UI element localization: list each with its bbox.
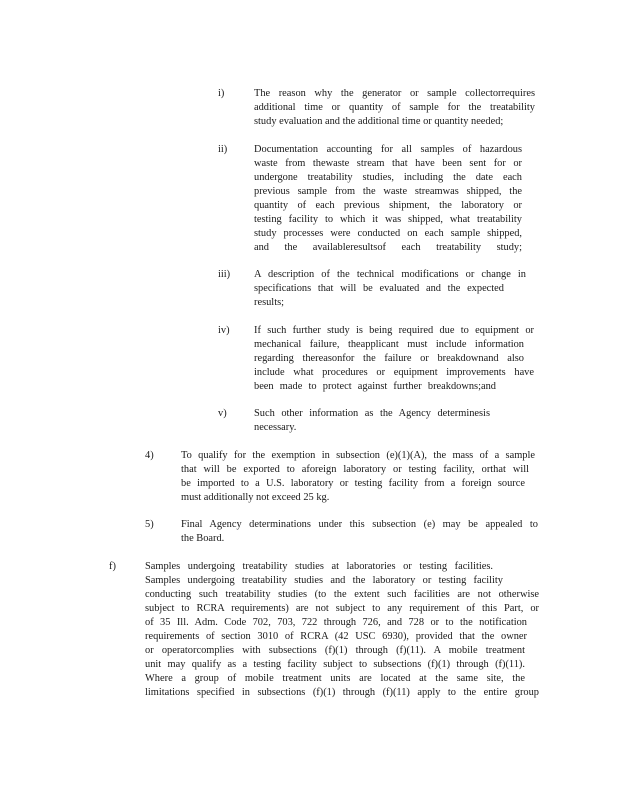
text-line: or operatorcomplies with subsections (f)(1) through (f)(11). A mobile treatment <box>145 645 525 656</box>
text-line: results; <box>254 297 285 308</box>
item-text <box>254 87 535 129</box>
text-line: study processes were conducted on each sample shipped, <box>254 228 522 239</box>
text-line: Samples undergoing treatability studies and the laboratory or testing facility <box>145 575 503 586</box>
text-line: waste from thewaste stream that have been sent for or <box>254 158 522 169</box>
item-text <box>181 518 538 546</box>
item-text <box>254 407 490 435</box>
text-line: requirements of section 3010 of RCRA (42 USC 6930), provided that the owner <box>145 631 527 642</box>
item-text <box>254 143 522 255</box>
item-label: 4) <box>145 450 154 461</box>
text-line: Documentation accounting for all samples of hazardous <box>254 144 522 155</box>
text-line: Where a group of mobile treatment units are located at the same site, the <box>145 673 525 684</box>
text-line: the Board. <box>181 533 225 544</box>
text-line: conducting such treatability studies (to the extent such facilities are not otherwise <box>145 589 539 600</box>
text-line: unit may qualify as a testing facility subject to subsections (f)(1) through (f)(11). <box>145 659 525 670</box>
text-line: necessary. <box>254 422 297 433</box>
text-line: must additionally not exceed 25 kg. <box>181 492 330 503</box>
text-line: testing facility to which it was shipped, what treatability <box>254 214 522 225</box>
text-line: regarding thereasonfor the failure or breakdownand also <box>254 353 524 364</box>
item-label: i) <box>218 88 225 99</box>
text-line: of 35 Ill. Adm. Code 702, 703, 722 through 726, and 728 or to the notification <box>145 617 527 628</box>
text-line: specifications that will be evaluated and the expected <box>254 283 504 294</box>
item-label: v) <box>218 408 227 419</box>
text-line: previous sample from the waste streamwas shipped, the <box>254 186 522 197</box>
text-line: be imported to a U.S. laboratory or testing facility from a foreign source <box>181 478 525 489</box>
text-line: include what procedures or equipment improvements have <box>254 367 534 378</box>
text-line: If such further study is being required due to equipment or <box>254 325 534 336</box>
item-label: iii) <box>218 269 231 280</box>
text-line: Samples undergoing treatability studies at laboratories or testing facilities. <box>145 561 493 572</box>
text-line: To qualify for the exemption in subsection (e)(1)(A), the mass of a sample <box>181 450 535 461</box>
item-text <box>181 449 535 505</box>
text-line: Final Agency determinations under this subsection (e) may be appealed to <box>181 519 538 530</box>
text-line: limitations specified in subsections (f)(1) through (f)(11) apply to the entire group <box>145 687 539 698</box>
text-line: subject to RCRA requirements) are not subject to any requirement of this Part, or <box>145 603 539 614</box>
text-line: that will be exported to aforeign laboratory or testing facility, orthat will <box>181 464 529 475</box>
text-line: mechanical failure, theapplicant must include information <box>254 339 524 350</box>
text-line: study evaluation and the additional time or quantity needed; <box>254 116 504 127</box>
item-text <box>254 324 534 394</box>
item-label: 5) <box>145 519 154 530</box>
text-line: A description of the technical modifications or change in <box>254 269 526 280</box>
item-text <box>145 560 539 700</box>
item-text <box>254 268 526 310</box>
text-line: and the availableresultsof each treatability study; <box>254 242 522 253</box>
item-label: f) <box>109 561 116 572</box>
text-line: quantity of each previous shipment, the laboratory or <box>254 200 522 211</box>
item-label: iv) <box>218 325 230 336</box>
text-line: The reason why the generator or sample collectorrequires <box>254 88 535 99</box>
text-line: undergone treatability studies, including the date each <box>254 172 522 183</box>
text-line: Such other information as the Agency determinesis <box>254 408 490 419</box>
text-line: additional time or quantity of sample for the treatability <box>254 102 535 113</box>
text-line: been made to protect against further breakdowns;and <box>254 381 496 392</box>
item-label: ii) <box>218 144 228 155</box>
